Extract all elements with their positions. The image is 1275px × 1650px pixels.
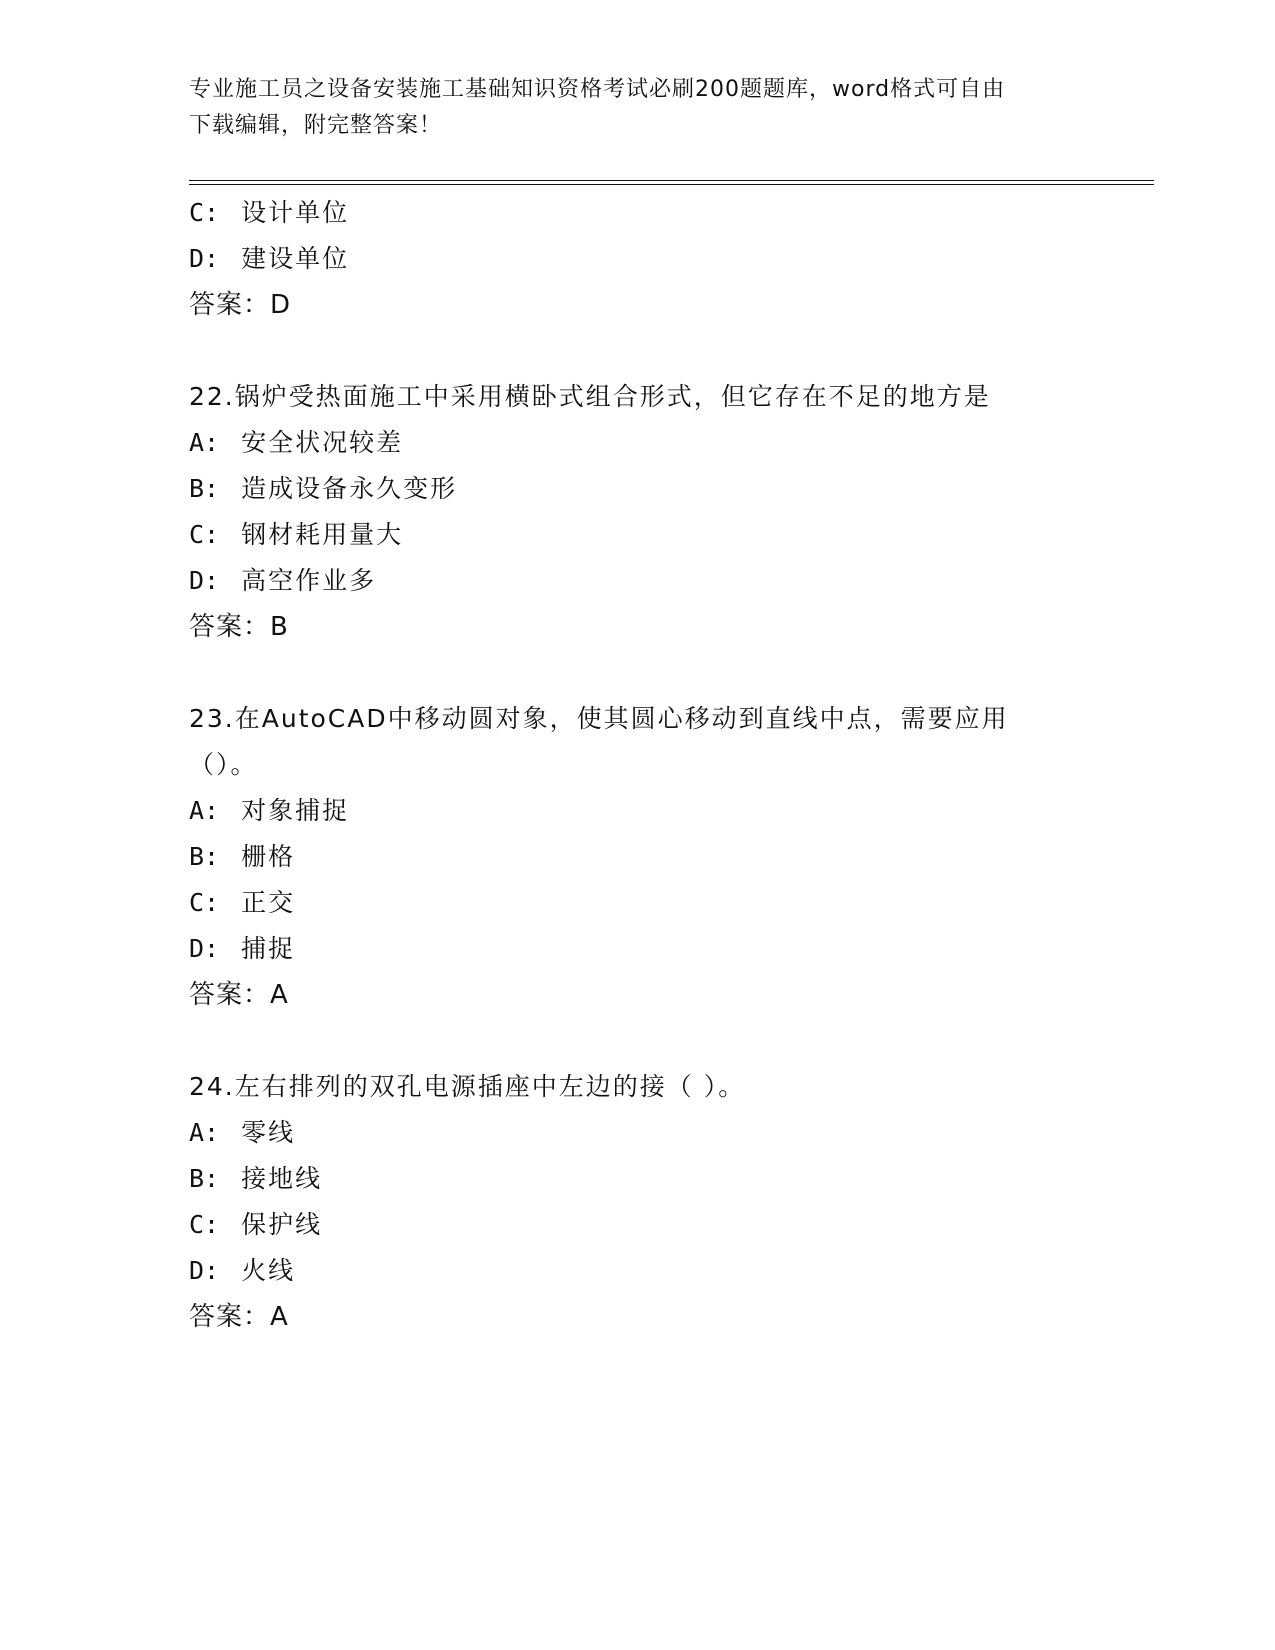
option-letter: A: [189,1118,220,1147]
answer-line: 答案：A [189,1302,289,1332]
option-letter: D: [189,934,220,963]
answer-line: 答案：D [189,290,292,320]
option-b [189,834,1089,880]
option-text: 建设单位 [241,244,350,273]
option-text: 保护线 [241,1210,323,1239]
option-letter: B: [189,842,220,871]
option-d [189,558,1089,604]
spacer [189,328,1089,374]
question-22 [189,374,1089,650]
option-text: 火线 [241,1256,296,1285]
option-letter: C: [189,198,220,227]
option-text: 高空作业多 [241,566,377,595]
option-letter: B: [189,474,220,503]
option-b [189,1156,1089,1202]
option-letter: D: [189,566,220,595]
document-header [189,72,1069,144]
option-text: 栅格 [241,842,296,871]
option-letter: C: [189,520,220,549]
option-letter: B: [189,1164,220,1193]
option-c [189,190,1089,236]
option-text: 造成设备永久变形 [241,474,458,503]
option-letter: C: [189,1210,220,1239]
option-text: 钢材耗用量大 [241,520,404,549]
option-a [189,788,1089,834]
option-c [189,512,1089,558]
option-a [189,420,1089,466]
question-23 [189,696,1089,1018]
option-text: 正交 [241,888,296,917]
question-stem: 24.左右排列的双孔电源插座中左边的接（ ）。 [189,1072,746,1101]
question-list [189,190,1089,1340]
header-divider-top [189,180,1154,181]
spacer [189,650,1089,696]
option-d [189,236,1089,282]
option-c [189,880,1089,926]
option-d [189,1248,1089,1294]
option-letter: C: [189,888,220,917]
spacer [189,1018,1089,1064]
answer-line: 答案：A [189,980,289,1010]
header-title-line-2: 下载编辑，附完整答案！ [189,113,443,138]
answer-line: 答案：B [189,612,289,642]
question-continuation [189,190,1089,328]
header-divider-bottom [189,184,1154,185]
option-letter: A: [189,796,220,825]
question-stem: 22.锅炉受热面施工中采用横卧式组合形式，但它存在不足的地方是 [189,382,991,411]
option-b [189,466,1089,512]
option-text: 对象捕捉 [241,796,350,825]
option-text: 捕捉 [241,934,296,963]
option-text: 设计单位 [241,198,350,227]
option-a [189,1110,1089,1156]
question-24 [189,1064,1089,1340]
option-letter: D: [189,244,220,273]
option-letter: A: [189,428,220,457]
option-letter: D: [189,1256,220,1285]
question-stem: 23.在AutoCAD中移动圆对象，使其圆心移动到直线中点，需要应用（）。 [189,704,1009,779]
option-c [189,1202,1089,1248]
option-text: 零线 [241,1118,296,1147]
header-title-line-1: 专业施工员之设备安装施工基础知识资格考试必刷200题题库，word格式可自由 [189,77,1006,102]
option-text: 安全状况较差 [241,428,404,457]
option-d [189,926,1089,972]
option-text: 接地线 [241,1164,323,1193]
